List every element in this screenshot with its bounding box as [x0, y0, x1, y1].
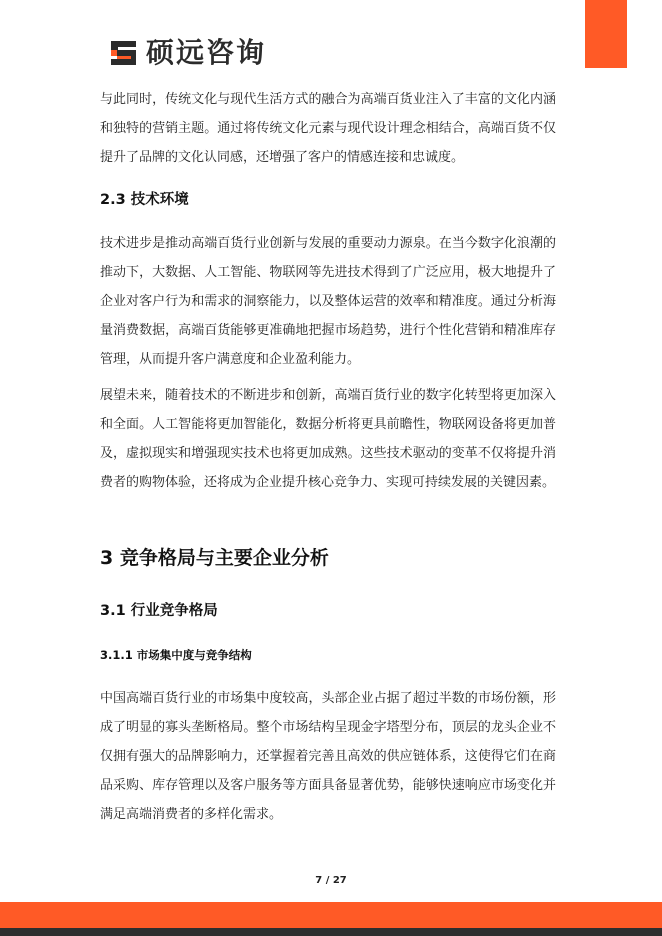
- paragraph-market-concentration: 中国高端百货行业的市场集中度较高，头部企业占据了超过半数的市场份额，形成了明显的寡头垄断格局。整个市场结构呈现金字塔型分布，顶层的龙头企业不仅拥有强大的品牌影响力，还掌握着完善且高效的供应链体系，这使得它们在商品采购、库存管理以及客户服务等方面具备显著优势，能够快速响应市场变化并满足高端消费者的多样化需求。: [100, 691, 556, 822]
- chapter-heading-3: 3 竞争格局与主要企业分析: [100, 547, 329, 569]
- subsection-heading-3-1-1: 3.1.1 市场集中度与竞争结构: [100, 648, 252, 662]
- paragraph-tech-drivers: 技术进步是推动高端百货行业创新与发展的重要动力源泉。在当今数字化浪潮的推动下，大数据、人工智能、物联网等先进技术得到了广泛应用，极大地提升了企业对客户行为和需求的洞察能力，以及整体运营的效率和精准度。通过分析海量消费数据，高端百货能够更准确地把握市场趋势，进行个性化营销和精准库存管理，从而提升客户满意度和企业盈利能力。: [100, 236, 556, 367]
- corner-accent-block: [585, 0, 627, 68]
- brand-logo: [108, 36, 266, 70]
- paragraph-tech-outlook: 展望未来，随着技术的不断进步和创新，高端百货行业的数字化转型将更加深入和全面。人工智能将更加智能化，数据分析将更具前瞻性，物联网设备将更加普及，虚拟现实和增强现实技术也将更加成熟。这些技术驱动的变革不仅将提升消费者的购物体验，还将成为企业提升核心竞争力、实现可持续发展的关键因素。: [100, 388, 556, 490]
- footer-accent-bar: [0, 902, 662, 928]
- section-heading-3-1: 3.1 行业竞争格局: [100, 603, 218, 619]
- footer-dark-strip: [0, 928, 662, 936]
- brand-name: 硕远咨询: [146, 36, 267, 69]
- page-number: 7 / 27: [315, 875, 347, 886]
- paragraph-culture-fusion: 与此同时，传统文化与现代生活方式的融合为高端百货业注入了丰富的文化内涵和独特的营销主题。通过将传统文化元素与现代设计理念相结合，高端百货不仅提升了品牌的文化认同感，还增强了客户的情感连接和忠诚度。: [100, 92, 556, 165]
- brand-logo-mark-icon: [108, 38, 140, 68]
- section-heading-2-3: 2.3 技术环境: [100, 192, 189, 208]
